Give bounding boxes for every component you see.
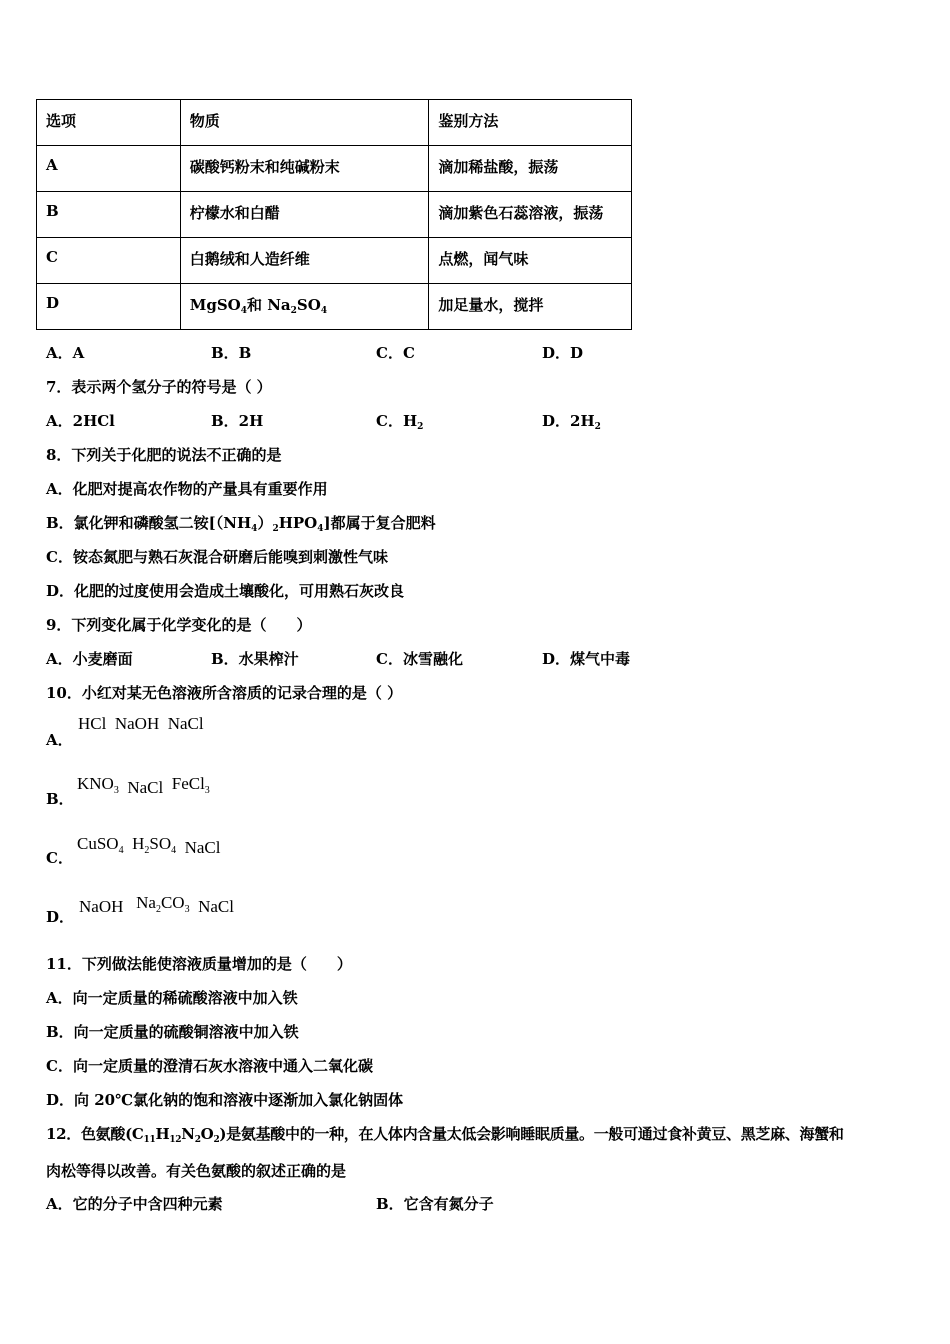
q10-option-a-label: A． (46, 731, 73, 749)
q12-option-b: B．它含有氮分子 (376, 1195, 494, 1213)
q8-option-d: D．化肥的过度使用会造成土壤酸化，可用熟石灰改良 (46, 582, 405, 600)
q6-option-a: A．A (46, 344, 85, 362)
table-cell: 点燃，闻气味 (429, 238, 632, 284)
q9-option-c: C．冰雪融化 (376, 650, 463, 668)
table-header-row (37, 100, 632, 146)
table-header-cell: 选项 (37, 100, 181, 146)
q10-option-d-label: D． (46, 908, 75, 926)
q9-option-b: B．水果榨汁 (211, 650, 299, 668)
table-cell: C (37, 238, 181, 284)
table-cell: 白鹅绒和人造纤维 (180, 238, 429, 284)
q9-option-d: D．煤气中毒 (542, 650, 631, 668)
q9-stem: 9．下列变化属于化学变化的是（ ） (46, 616, 312, 634)
q11-option-a: A．向一定质量的稀硫酸溶液中加入铁 (46, 989, 298, 1007)
table-cell: 加足量水，搅拌 (429, 284, 632, 330)
q7-option-d: D．$2H_2$ (542, 412, 601, 432)
table-cell: D (37, 284, 181, 330)
q10-option-d-formula: NaOH $Na_2CO_3$ NaCl (79, 893, 234, 916)
q10-option-b-formula: $KNO_3$ NaCl FeCl$_3$ (77, 774, 210, 797)
table-cell: B (37, 192, 181, 238)
table-cell: 滴加紫色石蕊溶液，振荡 (429, 192, 632, 238)
table-header-cell: 鉴别方法 (429, 100, 632, 146)
q7-stem: 7．表示两个氢分子的符号是（ ） (46, 378, 272, 396)
table-row (37, 192, 632, 238)
identification-table (36, 99, 632, 330)
q8-option-b: B．氯化钾和磷酸氢二铵$[(NH_4)_2HPO_4]$都属于复合肥料 (46, 514, 436, 534)
table-cell: A (37, 146, 181, 192)
table-cell: 柠檬水和白醋 (180, 192, 429, 238)
q12-stem: 12．色氨酸$(C_{11}H_{12}N_2O_2)$是氨基酸中的一种，在人体内含量太低会影响睡眠质量。一般可通过食补黄豆、黑芝麻、海蟹和 (46, 1125, 844, 1145)
q10-stem: 10．小红对某无色溶液所含溶质的记录合理的是（ ） (46, 684, 403, 702)
q11-stem: 11．下列做法能使溶液质量增加的是（ ） (46, 955, 352, 973)
q10-option-c-label: C． (46, 849, 73, 867)
q8-option-a: A．化肥对提高农作物的产量具有重要作用 (46, 480, 328, 498)
table-cell: MgSO$_4$和 $Na_2SO_4$ (180, 284, 429, 330)
q6-option-c: C．C (376, 344, 415, 362)
q10-option-b-label: B． (46, 790, 74, 808)
table-cell: 滴加稀盐酸，振荡 (429, 146, 632, 192)
q10-option-c-formula: CuSO$_4$ $H_2SO_4$ NaCl (77, 834, 221, 857)
q9-option-a: A．小麦磨面 (46, 650, 133, 668)
q8-stem: 8．下列关于化肥的说法不正确的是 (46, 446, 282, 464)
table-cell: 碳酸钙粉末和纯碱粉末 (180, 146, 429, 192)
q12-option-a: A．它的分子中含四种元素 (46, 1195, 223, 1213)
table-header-cell: 物质 (180, 100, 429, 146)
q8-option-c: C．铵态氮肥与熟石灰混合研磨后能嗅到刺激性气味 (46, 548, 388, 566)
table-row (37, 146, 632, 192)
q6-option-d: D．D (542, 344, 584, 362)
q6-option-b: B．B (211, 344, 252, 362)
q10-option-a-formula: HCl NaOH NaCl (78, 714, 204, 733)
q11-option-c: C．向一定质量的澄清石灰水溶液中通入二氧化碳 (46, 1057, 373, 1075)
table-row (37, 238, 632, 284)
q7-option-b: B．2H (211, 412, 264, 430)
q12-stem-continued: 肉松等得以改善。有关色氨酸的叙述正确的是 (46, 1162, 347, 1180)
table-row (37, 284, 632, 330)
q7-option-c: C．$H_2$ (376, 412, 424, 432)
q11-option-b: B．向一定质量的硫酸铜溶液中加入铁 (46, 1023, 299, 1041)
q11-option-d: D．向 20℃氯化钠的饱和溶液中逐渐加入氯化钠固体 (46, 1091, 404, 1109)
q7-option-a: A．2HCl (46, 412, 115, 430)
